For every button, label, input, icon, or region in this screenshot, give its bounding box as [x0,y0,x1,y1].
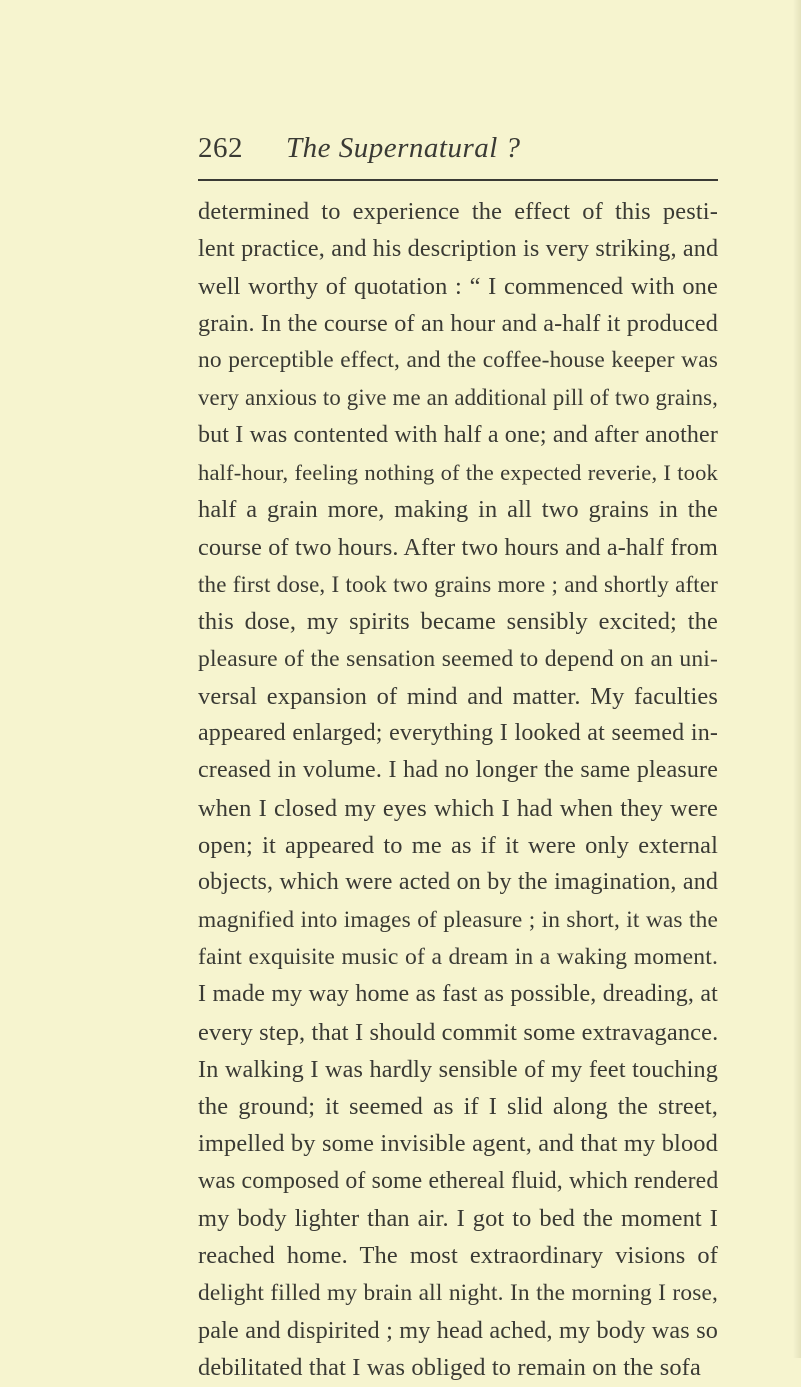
text-line: half a grain more, making in all two grains in the [198,496,718,524]
page-header [198,128,718,168]
text-line: lent practice, and his description is very striking, and [198,235,719,263]
text-line: delight filled my brain all night. In the morning I rose, [198,1279,718,1306]
text-line: I made my way home as fast as possible, dreading, at [198,981,718,1008]
text-line: pleasure of the sensation seemed to depend on an uni- [198,645,718,672]
text-line: determined to experience the effect of this pesti- [198,198,718,225]
page-edge-shadow [793,0,801,1358]
text-line: objects, which were acted on by the imagination, and [198,869,718,896]
text-line: grain. In the course of an hour and a-half it produced [198,309,718,337]
body-text [198,193,718,1387]
page-number: 262 [198,132,243,164]
text-line: pale and dispirited ; my head ached, my body was so [198,1316,718,1344]
text-line: impelled by some invisible agent, and that my blood [198,1130,718,1158]
text-line: the first dose, I took two grains more ; and shortly after [198,571,718,597]
text-line: open; it appeared to me as if it were only external [198,832,718,860]
text-line: versal expansion of mind and matter. My faculties [198,682,718,710]
text-line: my body lighter than air. I got to bed the moment I [198,1205,718,1233]
text-line: well worthy of quotation : “ I commenced with one [198,272,718,300]
text-line: very anxious to give me an additional pill of two grains, [198,385,718,411]
text-line: reached home. The most extraordinary visions of [198,1242,718,1270]
text-line: debilitated that I was obliged to remain on the sofa [198,1354,701,1382]
text-line: but I was contented with half a one; and after another [198,421,718,448]
text-line: magnified into images of pleasure ; in short, it was the [198,906,718,933]
text-line: half-hour, feeling nothing of the expected reverie, I took [198,460,718,486]
text-line: faint exquisite music of a dream in a waking moment. [198,943,718,970]
text-line: no perceptible effect, and the coffee-house keeper was [198,347,718,374]
text-line: was composed of some ethereal fluid, which rendered [198,1167,719,1194]
header-rule [198,179,718,181]
text-line: when I closed my eyes which I had when they were [198,794,718,822]
text-line: appeared enlarged; everything I looked at seemed in- [198,720,718,747]
text-line: the ground; it seemed as if I slid along the street, [198,1093,718,1121]
text-line: every step, that I should commit some extravagance. [198,1018,719,1046]
text-line: course of two hours. After two hours and a-half from [198,533,718,561]
text-line: this dose, my spirits became sensibly excited; the [198,608,718,636]
running-head: The Supernatural ? [286,132,521,164]
text-line: In walking I was hardly sensible of my feet touching [198,1055,718,1083]
text-line: creased in volume. I had no longer the same pleasure [198,757,718,784]
